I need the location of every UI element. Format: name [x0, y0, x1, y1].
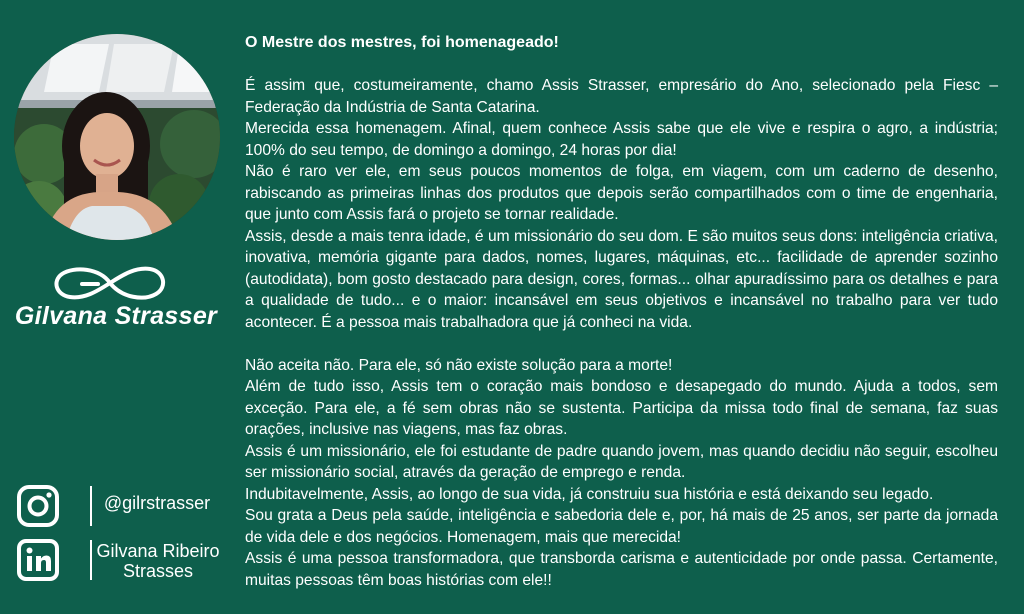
article-paragraph: Além de tudo isso, Assis tem o coração mais bondoso e desapegado do mundo. Ajuda a todos, sem exceção. Para ele, a fé sem obras não se sustenta. Participa da missa todo final de semana, faz suas orações, inclusive nas viagens, mas faz obras.	[245, 378, 998, 438]
avatar-photo	[14, 34, 220, 240]
instagram-icon[interactable]	[16, 484, 60, 528]
paragraph-gap	[245, 333, 998, 355]
article-paragraph: Merecida essa homenagem. Afinal, quem conhece Assis sabe que ele vive e respira o agro, a indústria; 100% do seu tempo, de domingo a domingo, 24 horas por dia!	[245, 120, 998, 159]
article-paragraph: Assis, desde a mais tenra idade, é um missionário do seu dom. E são muitos seus dons: inteligência criativa, inovativa, memória gigante para dados, nomes, lugares, máquinas, etc... facilidade de aprender sozinho (autodidata), bom gosto destacado para design, cores, formas... olhar apuradíssimo para os detalhes e para a qualidade de tudo... e o maior: incansável em seus objetivos e incansável no trabalho para ver tudo acontecer. É a pessoa mais trabalhadora que já conheci na vida.	[245, 227, 998, 331]
article-paragraph: Sou grata a Deus pela saúde, inteligência e sabedoria dele e, por, há mais de 25 anos, ser parte da jornada de vida dele e dos negócios. Homenagem, mais que merecida!	[245, 507, 998, 546]
instagram-handle[interactable]: @gilrstrasser	[103, 493, 211, 513]
linkedin-name[interactable]: Gilvana Ribeiro Strasses	[96, 541, 220, 581]
article-paragraph: Assis é um missionário, ele foi estudante de padre quando jovem, mas quando decidiu não seguir, escolheu ser missionário social, através da geração de emprego e renda.	[245, 442, 998, 481]
article-paragraph: Indubitavelmente, Assis, ao longo de sua vida, já construiu sua história e está deixando seu legado.	[245, 485, 934, 503]
article-paragraph: Assis é uma pessoa transformadora, que transborda carisma e autenticidade por onde passa. Certamente, muitas pessoas têm boas histórias com ele!!	[245, 550, 998, 589]
brand-name: Gilvana Strasser	[14, 302, 218, 330]
article-paragraph: Não é raro ver ele, em seus poucos momentos de folga, em viagem, com um caderno de desenho, rabiscando as primeiras linhas dos produtos que depois serão compartilhados com o time de engenharia, que junto com Assis fará o projeto se tornar realidade.	[245, 163, 998, 223]
linkedin-icon[interactable]	[16, 538, 60, 582]
infinity-logo-icon	[52, 262, 168, 304]
article-title: O Mestre dos mestres, foi homenageado!	[245, 34, 559, 51]
avatar	[14, 34, 220, 240]
profile-sidebar	[0, 0, 230, 614]
article-paragraph: Não aceita não. Para ele, só não existe solução para a morte!	[245, 356, 673, 374]
article	[245, 32, 998, 591]
article-paragraph: É assim que, costumeiramente, chamo Assis Strasser, empresário do Ano, selecionado pela Fiesc – Federação da Indústria de Santa Catarina.	[245, 77, 998, 116]
